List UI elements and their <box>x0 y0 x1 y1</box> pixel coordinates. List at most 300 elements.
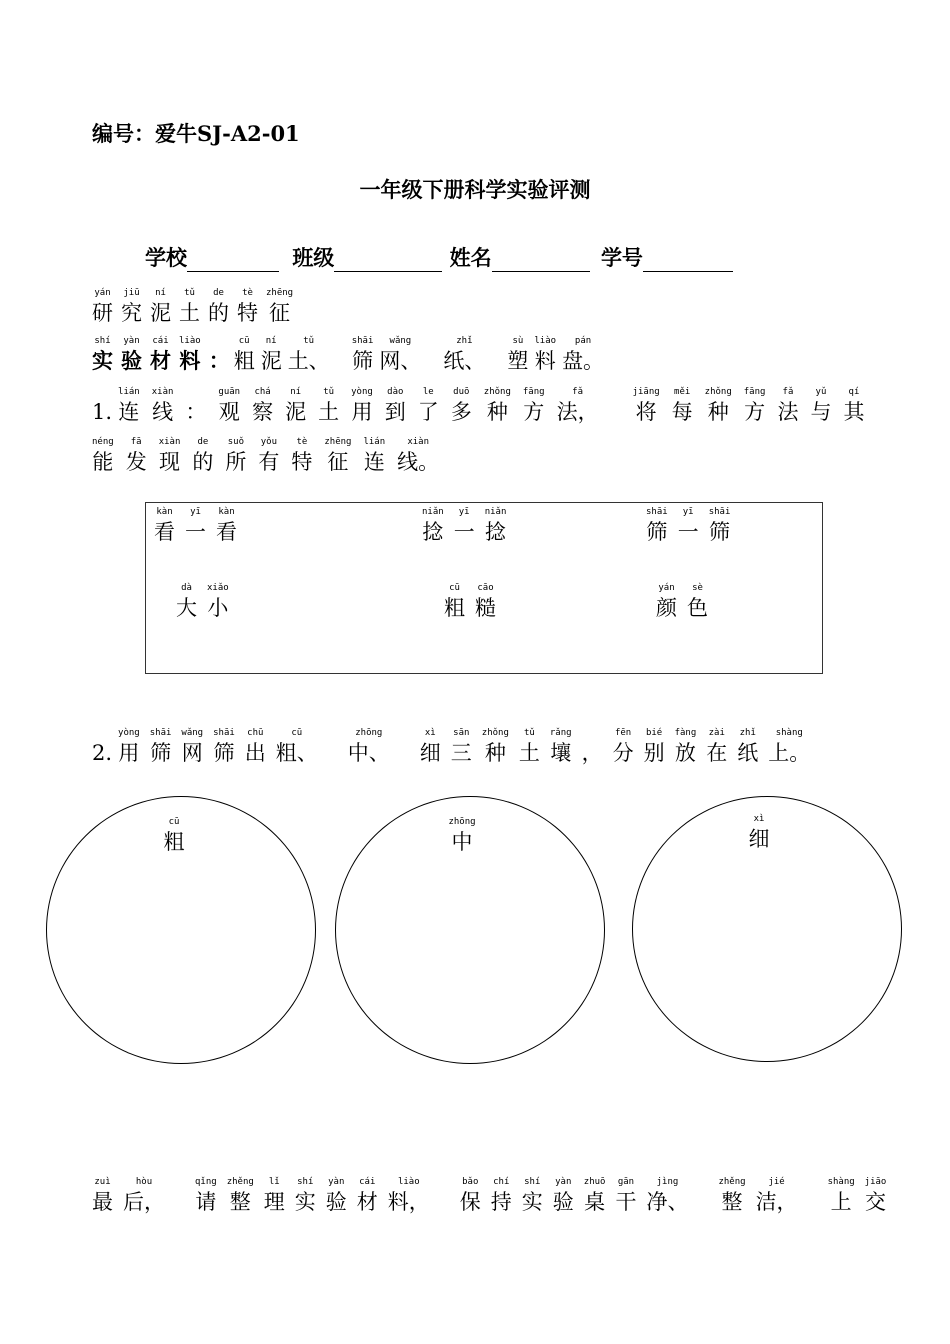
ruby-char <box>92 336 113 375</box>
pinyin-text: liào <box>534 336 557 346</box>
pinyin-text: fāng <box>743 387 766 397</box>
ruby-char <box>237 288 258 327</box>
pinyin-text: xiàn <box>151 387 174 397</box>
hanzi-text: 小 <box>207 596 229 620</box>
hanzi-text: 一 <box>453 520 475 544</box>
hanzi-text: 特 <box>237 301 258 325</box>
pinyin-text: fǎ <box>572 387 583 397</box>
ruby-char <box>150 728 172 767</box>
circle-medium-label <box>440 817 484 856</box>
hanzi-text: 筛 <box>646 520 668 544</box>
hanzi-text: 泥 <box>260 349 282 373</box>
pinyin-text: xì <box>424 728 436 738</box>
circle-fine-pinyin: xì <box>753 814 765 824</box>
pinyin-text: kàn <box>218 507 235 517</box>
hanzi-text: 糙 <box>475 596 496 620</box>
ruby-char <box>195 1177 217 1216</box>
ruby-char <box>610 364 620 375</box>
ruby-char <box>633 387 660 426</box>
ruby-char <box>126 437 147 476</box>
pinyin-text: tè <box>242 288 253 298</box>
hanzi-text: 种 <box>707 400 729 424</box>
pinyin-text: lǐ <box>268 1177 280 1187</box>
ruby-char <box>318 387 339 426</box>
pinyin-text: zhǒng <box>483 387 511 397</box>
final-instruction-line <box>92 1177 896 1216</box>
pinyin-text: gān <box>617 1177 635 1187</box>
ruby-char <box>363 437 385 476</box>
pinyin-text: zhěng <box>718 1177 746 1187</box>
ruby-char <box>444 583 465 622</box>
pinyin-text: yàn <box>123 336 140 346</box>
ruby-char <box>678 507 699 546</box>
pinyin-text: pán <box>574 336 592 346</box>
hanzi-text: 每 <box>671 400 693 424</box>
ruby-char <box>451 387 472 426</box>
circle-medium-char: 中 <box>451 830 473 854</box>
pinyin-text: fàng <box>674 728 697 738</box>
hanzi-text: 别 <box>643 741 665 765</box>
ruby-char <box>207 583 229 622</box>
pinyin-text: dào <box>387 387 404 397</box>
circle-medium-pinyin: zhōng <box>448 817 476 827</box>
ruby-char <box>218 387 240 426</box>
ruby-char <box>176 583 197 622</box>
pinyin-text: sù <box>512 336 524 346</box>
hanzi-text: ： <box>185 400 207 424</box>
materials-colon: ： <box>208 348 230 373</box>
hanzi-text: 网、 <box>379 349 422 373</box>
hanzi-text: 交 <box>865 1190 886 1214</box>
pinyin-text: le <box>422 387 434 397</box>
pinyin-text: cū <box>449 583 460 593</box>
hanzi-text: 中、 <box>347 741 390 765</box>
pinyin-text: tǔ <box>523 728 535 738</box>
pinyin-text: zhǒng <box>704 387 732 397</box>
ruby-char <box>427 364 437 375</box>
pinyin-text: sān <box>453 728 470 738</box>
question-1-number: 1. <box>92 400 113 424</box>
ruby-char <box>192 437 213 476</box>
hanzi-text: 材 <box>356 1190 378 1214</box>
method-twist[interactable] <box>422 507 516 546</box>
ruby-char <box>808 1205 818 1216</box>
hanzi-text: 整 <box>229 1190 251 1214</box>
ruby-char <box>523 387 545 426</box>
ruby-char <box>843 387 864 426</box>
pinyin-text: niǎn <box>422 507 444 517</box>
hanzi-text: 大 <box>176 596 197 620</box>
hanzi-text: 盘。 <box>562 349 605 373</box>
ruby-char <box>179 336 201 375</box>
hanzi-text: 理 <box>263 1190 285 1214</box>
ruby-char <box>507 336 528 375</box>
ruby-char <box>150 288 171 327</box>
ruby-char <box>154 507 175 546</box>
ruby-char <box>276 728 318 767</box>
hanzi-text: 土 <box>318 400 340 424</box>
hanzi-text: 有 <box>258 450 280 474</box>
pinyin-text: měi <box>674 387 691 397</box>
pinyin-text: xiàn <box>407 437 429 447</box>
hanzi-text: 验 <box>325 1190 347 1214</box>
hanzi-text: 法 <box>777 400 799 424</box>
ruby-char <box>288 336 330 375</box>
pinyin-text: yán <box>658 583 675 593</box>
hanzi-text: 纸、 <box>443 349 486 373</box>
pinyin-text: xiǎo <box>207 583 229 593</box>
topic-line <box>92 288 301 327</box>
hanzi-text: 特 <box>291 450 313 474</box>
pinyin-text: ní <box>290 387 302 397</box>
ruby-char <box>159 437 181 476</box>
pinyin-text: zhuō <box>583 1177 606 1187</box>
pinyin-text: shí <box>94 336 111 346</box>
hanzi-text: 用 <box>351 400 373 424</box>
page-title: 一年级下册科学实验评测 <box>359 178 591 202</box>
pinyin-text: ní <box>155 288 166 298</box>
ruby-char <box>485 507 507 546</box>
hanzi-text: 持 <box>490 1190 512 1214</box>
ruby-char <box>388 1177 430 1216</box>
hanzi-text: 筛 <box>213 741 235 765</box>
pinyin-text: xiàn <box>158 437 181 447</box>
ruby-char <box>675 728 697 767</box>
hanzi-text: 实 <box>92 348 113 373</box>
hanzi-text: 法， <box>556 400 599 424</box>
pinyin-text: wǎng <box>181 728 204 738</box>
ruby-char <box>451 728 472 767</box>
ruby-char <box>234 336 255 375</box>
materials-line <box>92 336 626 375</box>
hanzi-text: 上。 <box>768 741 811 765</box>
ruby-char <box>482 728 509 767</box>
hanzi-text: 颜 <box>656 596 677 620</box>
pinyin-text: duō <box>453 387 470 397</box>
ruby-char <box>705 387 732 426</box>
ruby-char <box>557 387 599 426</box>
pinyin-text: zhǐ <box>456 336 473 346</box>
hanzi-text: 察 <box>252 400 274 424</box>
ruby-char <box>397 437 439 476</box>
hanzi-text: 泥 <box>150 301 171 325</box>
ruby-char <box>613 728 634 767</box>
pinyin-text: qí <box>848 387 860 397</box>
hanzi-text: 用 <box>118 741 140 765</box>
hanzi-text: 请 <box>195 1190 217 1214</box>
materials-items <box>234 336 626 375</box>
hanzi-text: 了 <box>417 400 439 424</box>
ruby-char <box>92 437 114 476</box>
ruby-char <box>185 507 206 546</box>
hanzi-text: 究 <box>121 301 142 325</box>
question-1-line-1 <box>92 387 876 426</box>
ruby-char <box>400 756 410 767</box>
hanzi-text: 粗 <box>444 596 465 620</box>
pinyin-text: yòng <box>118 728 140 738</box>
ruby-char <box>152 387 174 426</box>
hanzi-text: 多 <box>450 400 472 424</box>
ruby-char <box>245 728 266 767</box>
hanzi-text: 三 <box>450 741 472 765</box>
pinyin-text: bǎo <box>462 1177 479 1187</box>
pinyin-text: zhōng <box>355 728 383 738</box>
hanzi-text: 色 <box>687 596 708 620</box>
hanzi-text: 验 <box>552 1190 574 1214</box>
circle-fine-label <box>737 814 781 853</box>
ruby-char <box>351 387 373 426</box>
question-2-text <box>118 728 820 767</box>
ruby-char <box>266 288 293 327</box>
pinyin-text: tǔ <box>184 288 195 298</box>
pinyin-text: tǔ <box>323 387 335 397</box>
hanzi-text: 到 <box>384 400 406 424</box>
circle-coarse-char: 粗 <box>163 830 185 854</box>
hanzi-text: 净、 <box>646 1190 689 1214</box>
ruby-char <box>324 437 351 476</box>
ruby-char <box>118 728 140 767</box>
ruby-char <box>418 387 439 426</box>
pinyin-text: yī <box>682 507 694 517</box>
ruby-char <box>687 583 708 622</box>
ruby-char <box>443 336 485 375</box>
hanzi-text: 料 <box>534 349 556 373</box>
pinyin-text: rǎng <box>549 728 572 738</box>
ruby-char <box>646 1177 688 1216</box>
ruby-char <box>460 1177 481 1216</box>
pinyin-text: zhēng <box>324 437 352 447</box>
hanzi-text: 泥 <box>285 400 307 424</box>
hanzi-text: 将 <box>635 400 657 424</box>
ruby-char <box>295 1177 316 1216</box>
hanzi-text: 粗 <box>233 349 255 373</box>
pinyin-text: sè <box>692 583 703 593</box>
hanzi-text: 发 <box>125 450 147 474</box>
ruby-char <box>225 437 246 476</box>
ruby-char <box>422 507 444 546</box>
pinyin-text: yàn <box>555 1177 572 1187</box>
pinyin-text: fēn <box>614 728 632 738</box>
ruby-char <box>121 336 142 375</box>
pinyin-text: jiū <box>123 288 140 298</box>
pinyin-text: shí <box>297 1177 314 1187</box>
pinyin-text: chū <box>247 728 264 738</box>
method-sieve[interactable] <box>646 507 740 546</box>
ruby-char <box>519 728 540 767</box>
ruby-char <box>582 728 603 767</box>
hanzi-text: 粗、 <box>275 741 318 765</box>
pinyin-text: yī <box>458 507 470 517</box>
hanzi-text: 最 <box>92 1190 113 1214</box>
method-see[interactable] <box>154 507 247 546</box>
pinyin-text: liào <box>397 1177 420 1187</box>
hanzi-text: 所 <box>225 450 247 474</box>
hanzi-text: 洁， <box>755 1190 798 1214</box>
feature-size[interactable] <box>176 583 239 622</box>
hanzi-text: 纸 <box>737 741 759 765</box>
hanzi-text: 筛 <box>150 741 172 765</box>
ruby-char <box>336 364 346 375</box>
ruby-char <box>264 1177 285 1216</box>
hanzi-text: 一 <box>185 520 206 544</box>
hanzi-text: 土、 <box>287 349 330 373</box>
ruby-char <box>550 728 572 767</box>
pinyin-text: yǔ <box>815 387 827 397</box>
pinyin-text: jié <box>768 1177 785 1187</box>
pinyin-text: shāi <box>351 336 374 346</box>
hanzi-text: 捻 <box>485 520 507 544</box>
ruby-char <box>175 1205 185 1216</box>
hanzi-text: 土 <box>179 301 200 325</box>
pinyin-text: zhǒng <box>481 728 509 738</box>
hanzi-text: 网 <box>181 741 203 765</box>
school-label: 学校 <box>145 246 187 270</box>
class-blank[interactable] <box>334 249 442 272</box>
ruby-char <box>227 1177 254 1216</box>
hanzi-text: 实 <box>521 1190 543 1214</box>
pinyin-text: fāng <box>522 387 545 397</box>
hanzi-text: 后， <box>123 1190 165 1214</box>
student-id-label: 学号 <box>600 246 643 270</box>
pinyin-text: yàn <box>328 1177 345 1187</box>
hanzi-text: 在 <box>706 741 728 765</box>
ruby-char <box>768 728 810 767</box>
hanzi-text: 材 <box>150 348 171 373</box>
ruby-char <box>584 1177 606 1216</box>
hanzi-text: 看 <box>154 520 175 544</box>
pinyin-text: niǎn <box>484 507 507 517</box>
hanzi-text: 壤 <box>550 741 572 765</box>
hanzi-text: 研 <box>92 301 113 325</box>
hanzi-text: 种 <box>486 400 508 424</box>
pinyin-text: zài <box>708 728 725 738</box>
ruby-char <box>828 1177 855 1216</box>
pinyin-text: néng <box>92 437 114 447</box>
ruby-char <box>291 437 312 476</box>
hanzi-text: 实 <box>294 1190 316 1214</box>
pinyin-text: shāi <box>149 728 172 738</box>
ruby-char <box>744 387 766 426</box>
hanzi-text: 征 <box>327 450 349 474</box>
ruby-char <box>328 756 338 767</box>
hanzi-text: 一 <box>677 520 699 544</box>
ruby-char <box>348 728 390 767</box>
pinyin-text: tè <box>296 437 308 447</box>
feature-color[interactable] <box>656 583 718 622</box>
ruby-char <box>698 1205 708 1216</box>
hanzi-text: 塑 <box>507 349 529 373</box>
ruby-char <box>810 387 831 426</box>
hanzi-text: 方 <box>744 400 766 424</box>
hanzi-text: 看 <box>216 520 237 544</box>
ruby-char <box>352 336 374 375</box>
ruby-char <box>611 415 621 426</box>
name-blank[interactable] <box>492 249 590 272</box>
hanzi-text: 线 <box>152 400 174 424</box>
hanzi-text: 其 <box>843 400 865 424</box>
feature-roughness[interactable] <box>444 583 506 622</box>
hanzi-text: 捻 <box>422 520 444 544</box>
hanzi-text: 筛 <box>709 520 731 544</box>
hanzi-text: 现 <box>159 450 181 474</box>
pinyin-text: fā <box>130 437 142 447</box>
hanzi-text: 种 <box>484 741 506 765</box>
pinyin-text: cái <box>359 1177 376 1187</box>
ruby-char <box>379 336 421 375</box>
hanzi-text: 干 <box>615 1190 637 1214</box>
ruby-char <box>656 583 677 622</box>
pinyin-text: suǒ <box>227 437 244 447</box>
ruby-char <box>357 1177 378 1216</box>
school-blank[interactable] <box>187 249 279 272</box>
pinyin-text: chá <box>254 387 271 397</box>
hanzi-text: 放 <box>674 741 696 765</box>
hanzi-text: 保 <box>459 1190 481 1214</box>
ruby-char <box>553 1177 574 1216</box>
student-info-fields <box>145 242 733 272</box>
hanzi-text: 方 <box>523 400 545 424</box>
ruby-char <box>646 507 668 546</box>
ruby-char <box>185 387 206 426</box>
hanzi-text: 征 <box>269 301 291 325</box>
pinyin-text: kàn <box>156 507 173 517</box>
pinyin-text: de <box>213 288 224 298</box>
ruby-char <box>644 728 665 767</box>
hanzi-text: 分 <box>612 741 634 765</box>
name-label: 姓名 <box>449 246 492 270</box>
ruby-char <box>213 728 235 767</box>
pinyin-text: yī <box>190 507 201 517</box>
student-id-blank[interactable] <box>643 249 733 272</box>
pinyin-text: lián <box>118 387 140 397</box>
ruby-char <box>706 728 727 767</box>
hanzi-text: 桌 <box>584 1190 606 1214</box>
circle-coarse-label <box>152 817 196 856</box>
ruby-char <box>326 1177 347 1216</box>
ruby-char <box>491 364 501 375</box>
ruby-char <box>737 728 758 767</box>
ruby-char <box>385 387 406 426</box>
hanzi-text: ， <box>581 741 603 765</box>
hanzi-text: 线。 <box>397 450 440 474</box>
pinyin-text: fǎ <box>782 387 794 397</box>
hanzi-text: 上 <box>830 1190 852 1214</box>
pinyin-text: tǔ <box>303 336 315 346</box>
ruby-char <box>865 1177 887 1216</box>
hanzi-text: 出 <box>244 741 266 765</box>
hanzi-text: 料， <box>387 1190 430 1214</box>
pinyin-text: zhǐ <box>739 728 756 738</box>
pinyin-text: guān <box>218 387 241 397</box>
ruby-char <box>92 1177 113 1216</box>
pinyin-text: lián <box>363 437 386 447</box>
ruby-char <box>179 288 200 327</box>
pinyin-text: jiāo <box>864 1177 887 1187</box>
pinyin-text: zhěng <box>226 1177 254 1187</box>
pinyin-text: yòng <box>351 387 373 397</box>
ruby-char <box>672 387 693 426</box>
ruby-char <box>454 507 475 546</box>
pinyin-text: jiāng <box>632 387 660 397</box>
pinyin-text: shí <box>524 1177 541 1187</box>
ruby-char <box>534 336 556 375</box>
ruby-char <box>208 288 229 327</box>
hanzi-text: 的 <box>208 301 229 325</box>
hanzi-text: 整 <box>721 1190 743 1214</box>
ruby-char <box>92 288 113 327</box>
ruby-char <box>615 1177 636 1216</box>
pinyin-text: shāi <box>213 728 235 738</box>
